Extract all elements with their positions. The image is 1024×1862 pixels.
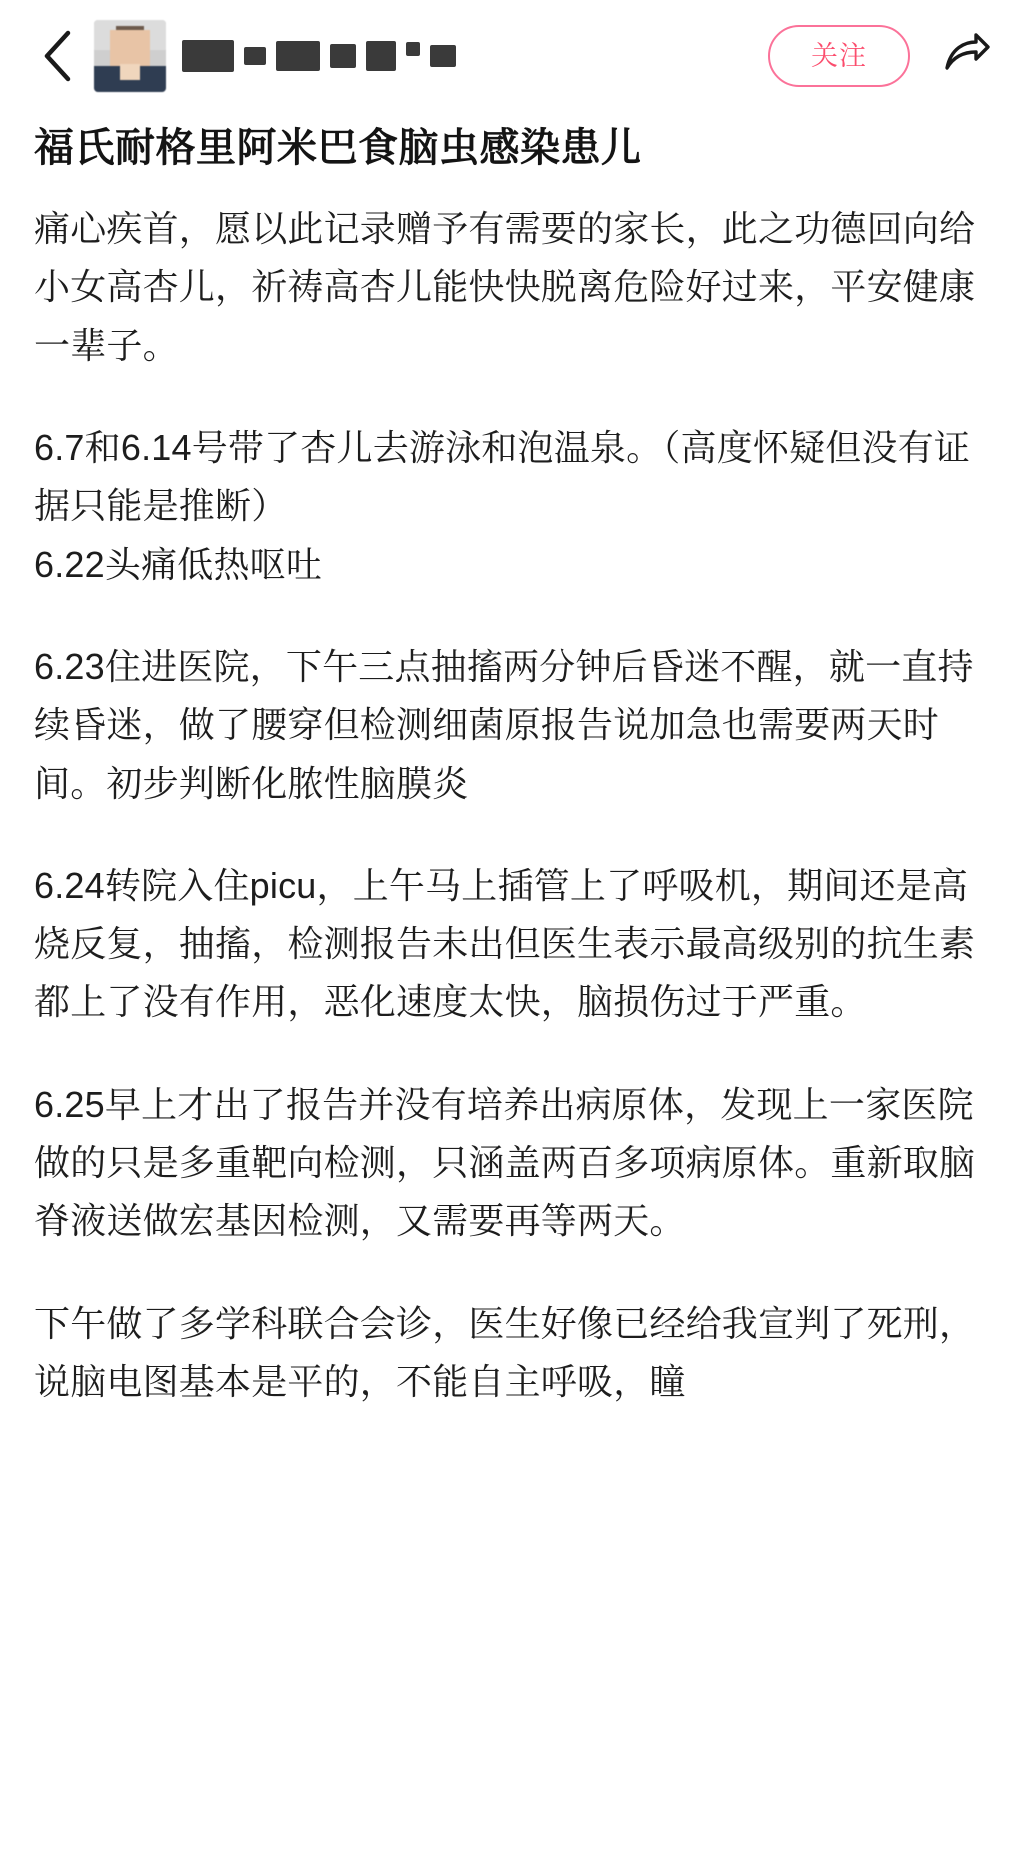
back-button[interactable] bbox=[34, 28, 80, 84]
name-mosaic-block bbox=[406, 42, 420, 56]
article-paragraph: 6.7和6.14号带了杏儿去游泳和泡温泉。（高度怀疑但没有证据只能是推断） bbox=[34, 426, 971, 527]
name-mosaic-block bbox=[430, 45, 456, 67]
article-paragraph: 6.22头痛低热呕吐 bbox=[34, 543, 323, 585]
chevron-left-icon bbox=[42, 30, 72, 82]
article-paragraph: 6.23住进医院，下午三点抽搐两分钟后昏迷不醒，就一直持续昏迷，做了腰穿但检测细菌原报告说加急也需要两天时间。初步判断化脓性脑膜炎 bbox=[34, 645, 974, 804]
name-mosaic-block bbox=[276, 41, 320, 71]
follow-button[interactable]: 关注 bbox=[768, 25, 910, 87]
avatar[interactable] bbox=[94, 20, 166, 92]
author-name-masked bbox=[182, 36, 456, 76]
avatar-pixel bbox=[110, 30, 150, 66]
share-arrow-icon bbox=[943, 32, 991, 81]
name-mosaic-block bbox=[330, 44, 356, 68]
article-body bbox=[0, 122, 1024, 1451]
article-paragraph: 下午做了多学科联合会诊，医生好像已经给我宣判了死刑，说脑电图基本是平的，不能自主呼吸，瞳 bbox=[34, 1302, 976, 1402]
share-button[interactable] bbox=[936, 25, 998, 87]
name-mosaic-block bbox=[244, 47, 266, 65]
name-mosaic-block bbox=[366, 41, 396, 71]
article-paragraph: 6.25早上才出了报告并没有培养出病原体，发现上一家医院做的只是多重靶向检测，只涵盖两百多项病原体。重新取脑脊液送做宏基因检测，又需要再等两天。 bbox=[34, 1083, 976, 1242]
avatar-pixel bbox=[120, 64, 140, 80]
article-paragraph: 6.24转院入住picu，上午马上插管上了呼吸机，期间还是高烧反复，抽搐，检测报告未出但医生表示最高级别的抗生素都上了没有作用，恶化速度太快，脑损伤过于严重。 bbox=[34, 864, 976, 1023]
author-info[interactable] bbox=[94, 20, 768, 92]
article-paragraph: 痛心疾首，愿以此记录赠予有需要的家长，此之功德回向给小女高杏儿，祈祷高杏儿能快快脱离危险好过来，平安健康一辈子。 bbox=[34, 208, 976, 366]
page-title: 福氏耐格里阿米巴食脑虫感染患儿 bbox=[34, 126, 642, 170]
name-mosaic-block bbox=[182, 40, 234, 72]
top-navigation-bar bbox=[0, 0, 1024, 112]
